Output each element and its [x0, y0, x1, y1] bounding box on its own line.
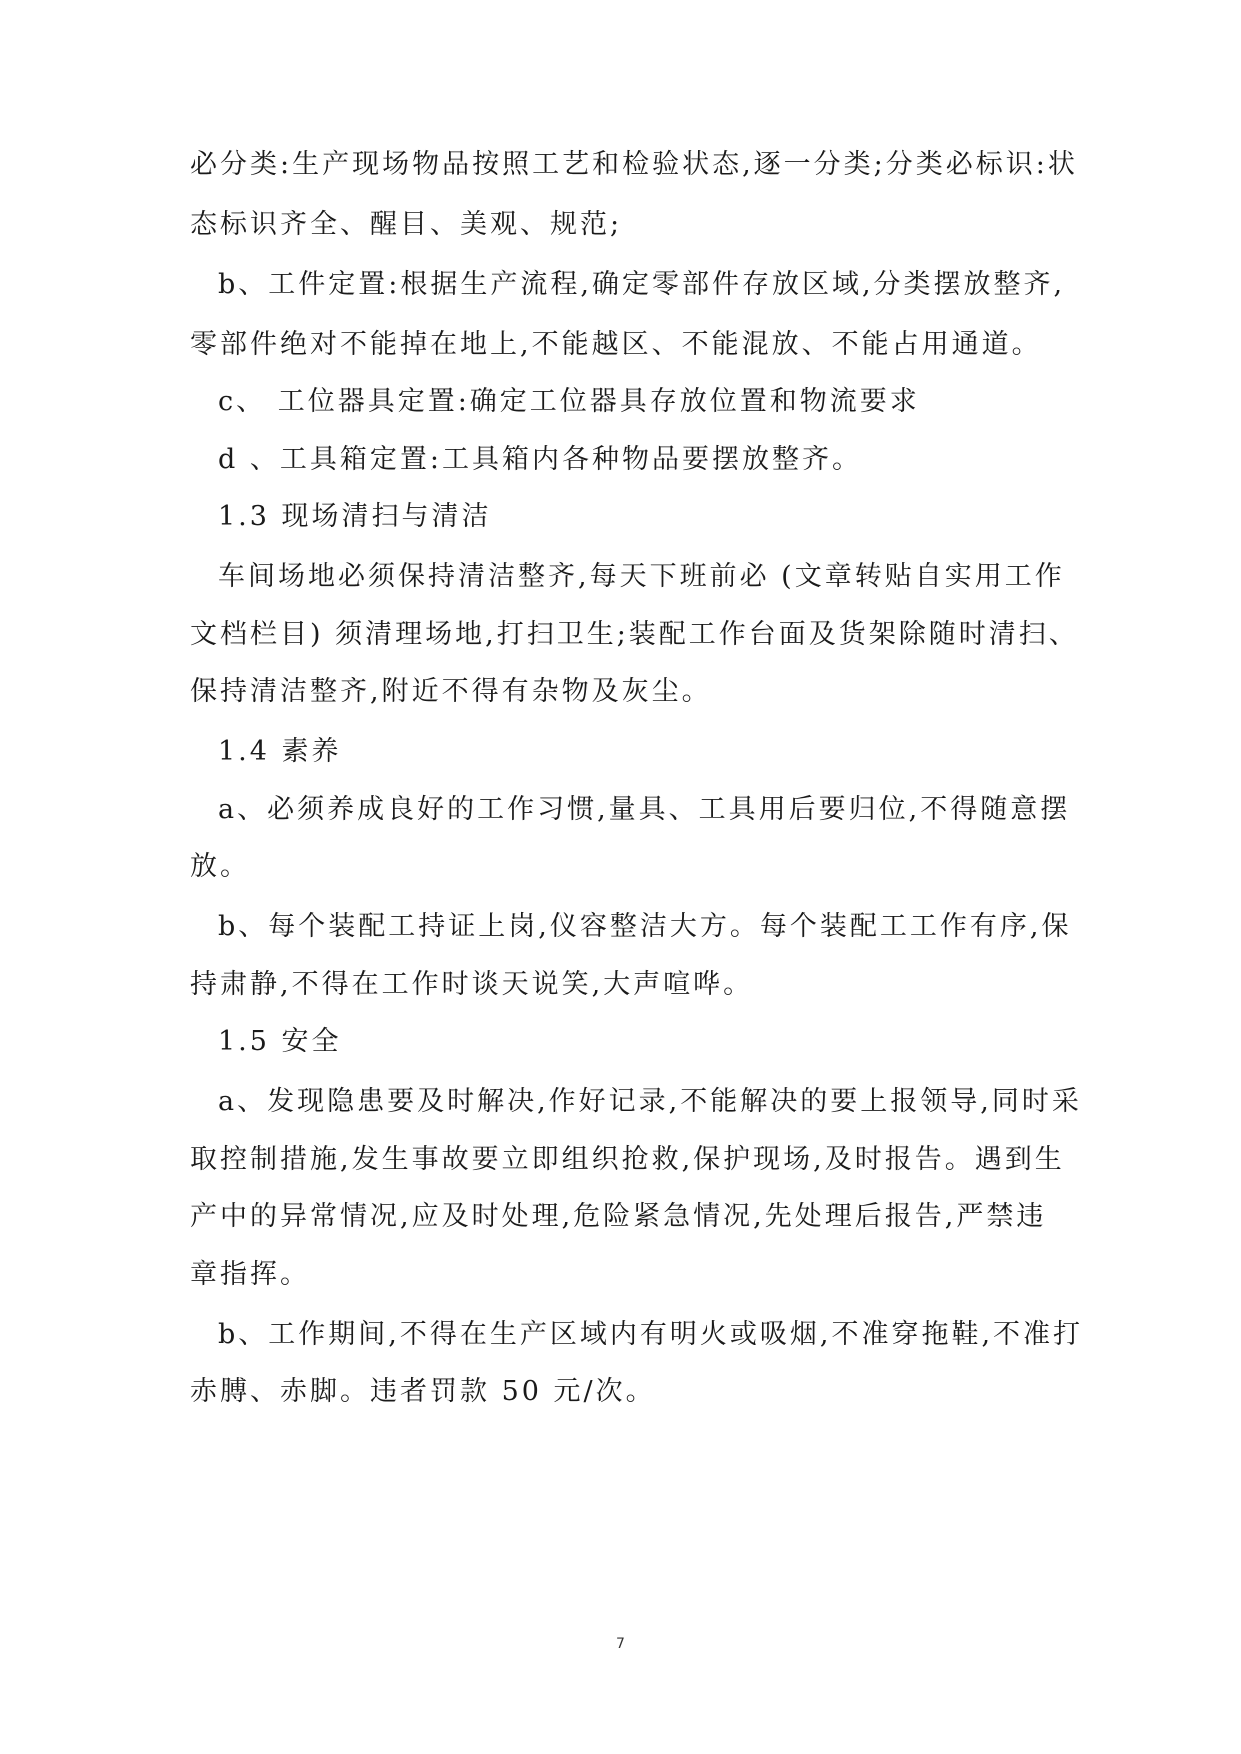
- paragraph-line: b、工件定置:根据生产流程,确定零部件存放区域,分类摆放整齐,: [218, 269, 1066, 300]
- paragraph-line: 保持清洁整齐,附近不得有杂物及灰尘。: [190, 676, 712, 707]
- paragraph-line: 产中的异常情况,应及时处理,危险紧急情况,先处理后报告,严禁违: [190, 1201, 1047, 1232]
- paragraph-line: 放。: [190, 851, 250, 882]
- paragraph-line: d 、工具箱定置:工具箱内各种物品要摆放整齐。: [218, 444, 862, 475]
- paragraph-line: 取控制措施,发生事故要立即组织抢救,保护现场,及时报告。遇到生: [190, 1144, 1065, 1175]
- paragraph-line: 文档栏目) 须清理场地,打扫卫生;装配工作台面及货架除随时清扫、: [190, 619, 1079, 650]
- section-heading: 1.3 现场清扫与清洁: [218, 501, 492, 532]
- paragraph-line: a、发现隐患要及时解决,作好记录,不能解决的要上报领导,同时采: [218, 1086, 1082, 1117]
- paragraph-line: 零部件绝对不能掉在地上,不能越区、不能混放、不能占用通道。: [190, 329, 1042, 360]
- paragraph-line: b、每个装配工持证上岗,仪容整洁大方。每个装配工工作有序,保: [218, 911, 1072, 942]
- paragraph-line: 必分类:生产现场物品按照工艺和检验状态,逐一分类;分类必标识:状: [190, 149, 1078, 180]
- page-number: 7: [616, 1636, 625, 1652]
- section-heading: 1.4 素养: [218, 736, 342, 767]
- paragraph-line: 赤膊、赤脚。违者罚款 50 元/次。: [190, 1376, 656, 1407]
- paragraph-line: a、必须养成良好的工作习惯,量具、工具用后要归位,不得随意摆: [218, 794, 1071, 825]
- paragraph-line: c、 工位器具定置:确定工位器具存放位置和物流要求: [218, 386, 920, 417]
- paragraph-line: 车间场地必须保持清洁整齐,每天下班前必 (文章转贴自实用工作: [218, 561, 1065, 592]
- paragraph-line: 章指挥。: [190, 1259, 310, 1290]
- paragraph-line: b、工作期间,不得在生产区域内有明火或吸烟,不准穿拖鞋,不准打: [218, 1319, 1084, 1350]
- section-heading: 1.5 安全: [218, 1026, 342, 1057]
- paragraph-line: 持肃静,不得在工作时谈天说笑,大声喧哗。: [190, 969, 754, 1000]
- paragraph-line: 态标识齐全、醒目、美观、规范;: [190, 209, 623, 240]
